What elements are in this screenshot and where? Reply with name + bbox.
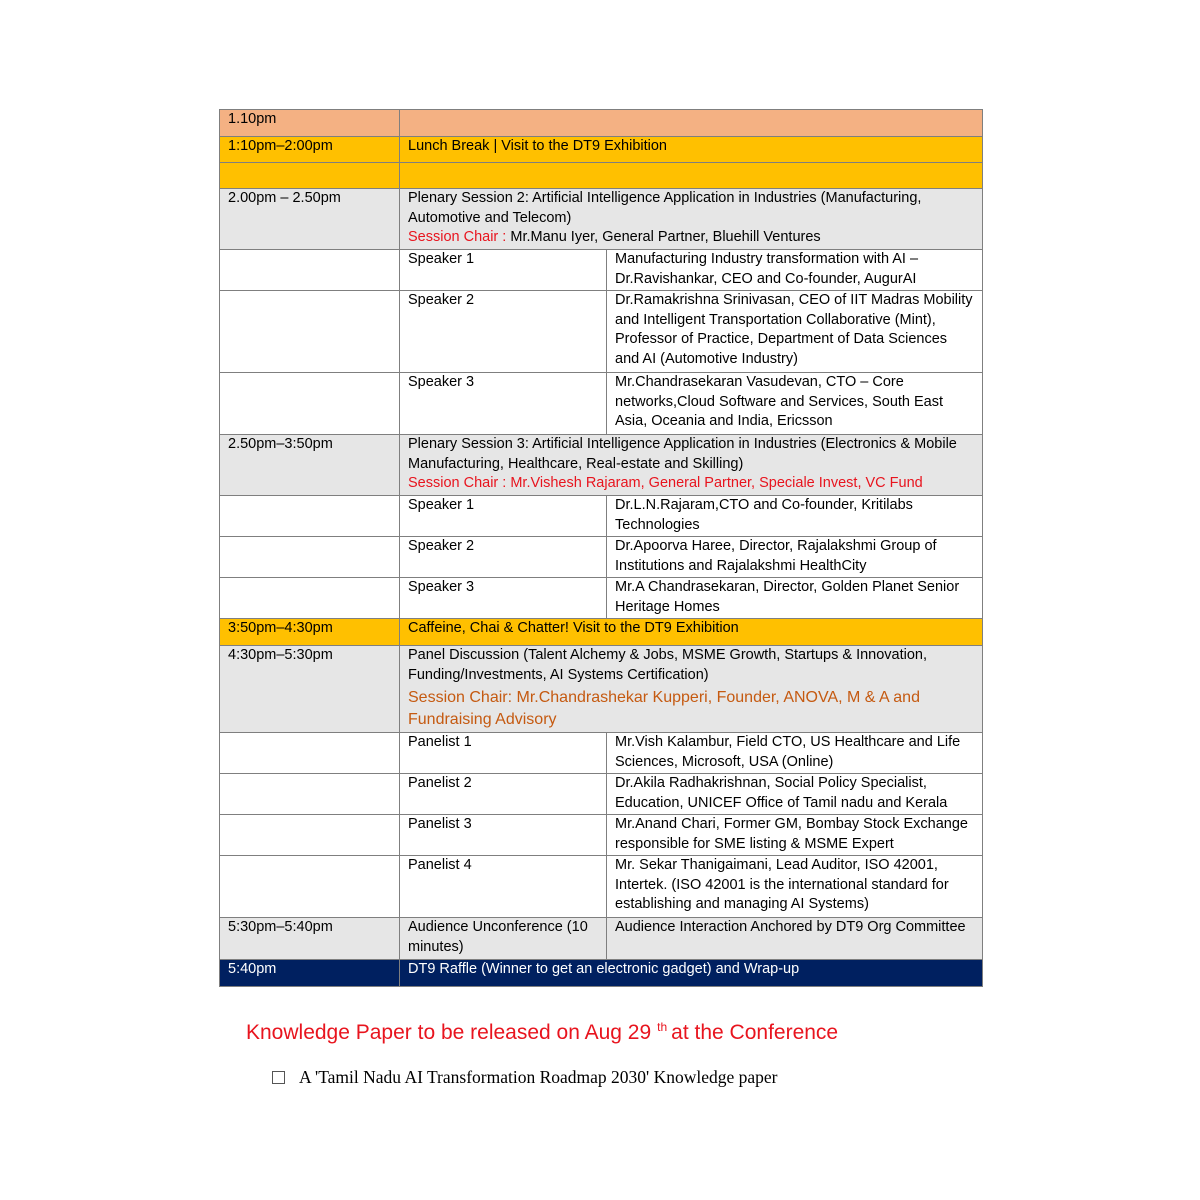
session-cell (400, 646, 983, 733)
agenda-row (220, 163, 983, 189)
session-chair: Session Chair: Mr.Chandrashekar Kupperi, Founder, ANOVA, M & A and Fundraising Advisory (408, 689, 920, 728)
role-cell: Audience Unconference (10 minutes) (400, 918, 607, 960)
role-cell: Speaker 2 (400, 537, 607, 578)
session-chair-label: Session Chair : (408, 229, 507, 245)
activity-cell: Caffeine, Chai & Chatter! Visit to the DT9 Exhibition (400, 619, 983, 646)
speaker-row (220, 373, 983, 435)
empty-cell (220, 291, 400, 373)
role-cell: Panelist 4 (400, 856, 607, 918)
activity-cell: Lunch Break | Visit to the DT9 Exhibition (400, 137, 983, 163)
session-row (220, 646, 983, 733)
detail-cell: Manufacturing Industry transformation with AI – Dr.Ravishankar, CEO and Co-founder, AugurAI (607, 250, 983, 291)
panelist-row (220, 815, 983, 856)
agenda-row (220, 619, 983, 646)
bullet-box-icon (272, 1071, 285, 1084)
time-cell: 4:30pm–5:30pm (220, 646, 400, 733)
detail-cell: Dr.Apoorva Haree, Director, Rajalakshmi Group of Institutions and Rajalakshmi HealthCity (607, 537, 983, 578)
agenda-row (220, 918, 983, 960)
empty-cell (220, 774, 400, 815)
agenda-row (220, 137, 983, 163)
activity-cell: DT9 Raffle (Winner to get an electronic gadget) and Wrap-up (400, 960, 983, 987)
agenda-row (220, 960, 983, 987)
session-cell (400, 189, 983, 250)
role-cell: Speaker 3 (400, 578, 607, 619)
knowledge-item-text: A 'Tamil Nadu AI Transformation Roadmap 2030' Knowledge paper (299, 1067, 778, 1087)
empty-cell (220, 815, 400, 856)
time-cell: 5:40pm (220, 960, 400, 987)
time-cell (220, 163, 400, 189)
knowledge-paper-heading (246, 1020, 838, 1045)
empty-cell (220, 496, 400, 537)
panelist-row (220, 856, 983, 918)
speaker-row (220, 496, 983, 537)
activity-cell (400, 163, 983, 189)
detail-cell: Mr.Vish Kalambur, Field CTO, US Healthcare and Life Sciences, Microsoft, USA (Online) (607, 733, 983, 774)
session-row (220, 189, 983, 250)
time-cell: 1:10pm–2:00pm (220, 137, 400, 163)
knowledge-paper-item (272, 1067, 777, 1088)
speaker-row (220, 250, 983, 291)
role-cell: Panelist 2 (400, 774, 607, 815)
heading-superscript: th (657, 1020, 668, 1034)
session-chair-name: Mr.Manu Iyer, General Partner, Bluehill Ventures (510, 229, 821, 245)
time-cell: 1.10pm (220, 110, 400, 137)
detail-cell: Dr.L.N.Rajaram,CTO and Co-founder, Kritilabs Technologies (607, 496, 983, 537)
session-chair: Session Chair : Mr.Vishesh Rajaram, General Partner, Speciale Invest, VC Fund (408, 475, 923, 491)
panelist-row (220, 733, 983, 774)
session-title: Panel Discussion (Talent Alchemy & Jobs, MSME Growth, Startups & Innovation, Funding/Investments, AI Systems Certification) (408, 647, 928, 683)
empty-cell (220, 537, 400, 578)
speaker-row (220, 537, 983, 578)
time-cell: 5:30pm–5:40pm (220, 918, 400, 960)
empty-cell (220, 250, 400, 291)
time-cell: 2.50pm–3:50pm (220, 435, 400, 496)
agenda-table (219, 109, 983, 987)
detail-cell: Audience Interaction Anchored by DT9 Org Committee (607, 918, 983, 960)
session-title: Plenary Session 3: Artificial Intelligence Application in Industries (Electronics & Mobile Manufacturing, Healthcare, Real-estate and Skilling) (408, 436, 957, 472)
role-cell: Panelist 3 (400, 815, 607, 856)
session-title: Plenary Session 2: Artificial Intelligence Application in Industries (Manufacturing, Automotive and Telecom) (408, 190, 922, 226)
speaker-row (220, 578, 983, 619)
heading-main: Knowledge Paper to be released on Aug 29 (246, 1021, 652, 1044)
speaker-row (220, 291, 983, 373)
role-cell: Speaker 2 (400, 291, 607, 373)
session-row (220, 435, 983, 496)
empty-cell (220, 733, 400, 774)
empty-cell (220, 578, 400, 619)
empty-cell (220, 373, 400, 435)
time-cell: 2.00pm – 2.50pm (220, 189, 400, 250)
agenda-row (220, 110, 983, 137)
role-cell: Speaker 1 (400, 250, 607, 291)
detail-cell: Mr.A Chandrasekaran, Director, Golden Planet Senior Heritage Homes (607, 578, 983, 619)
role-cell: Panelist 1 (400, 733, 607, 774)
detail-cell: Dr.Akila Radhakrishnan, Social Policy Specialist, Education, UNICEF Office of Tamil nadu and Kerala (607, 774, 983, 815)
detail-cell: Dr.Ramakrishna Srinivasan, CEO of IIT Madras Mobility and Intelligent Transportation Collaborative (Mint), Professor of Practice, Department of Data Sciences and AI (Automotive Industry) (607, 291, 983, 373)
heading-tail: at the Conference (671, 1021, 839, 1044)
time-cell: 3:50pm–4:30pm (220, 619, 400, 646)
detail-cell: Mr. Sekar Thanigaimani, Lead Auditor, ISO 42001, Intertek. (ISO 42001 is the international standard for establishing and managing AI Systems) (607, 856, 983, 918)
panelist-row (220, 774, 983, 815)
empty-cell (220, 856, 400, 918)
activity-cell (400, 110, 983, 137)
detail-cell: Mr.Chandrasekaran Vasudevan, CTO – Core networks,Cloud Software and Services, South East Asia, Oceania and India, Ericsson (607, 373, 983, 435)
role-cell: Speaker 3 (400, 373, 607, 435)
detail-cell: Mr.Anand Chari, Former GM, Bombay Stock Exchange responsible for SME listing & MSME Expert (607, 815, 983, 856)
session-cell (400, 435, 983, 496)
role-cell: Speaker 1 (400, 496, 607, 537)
